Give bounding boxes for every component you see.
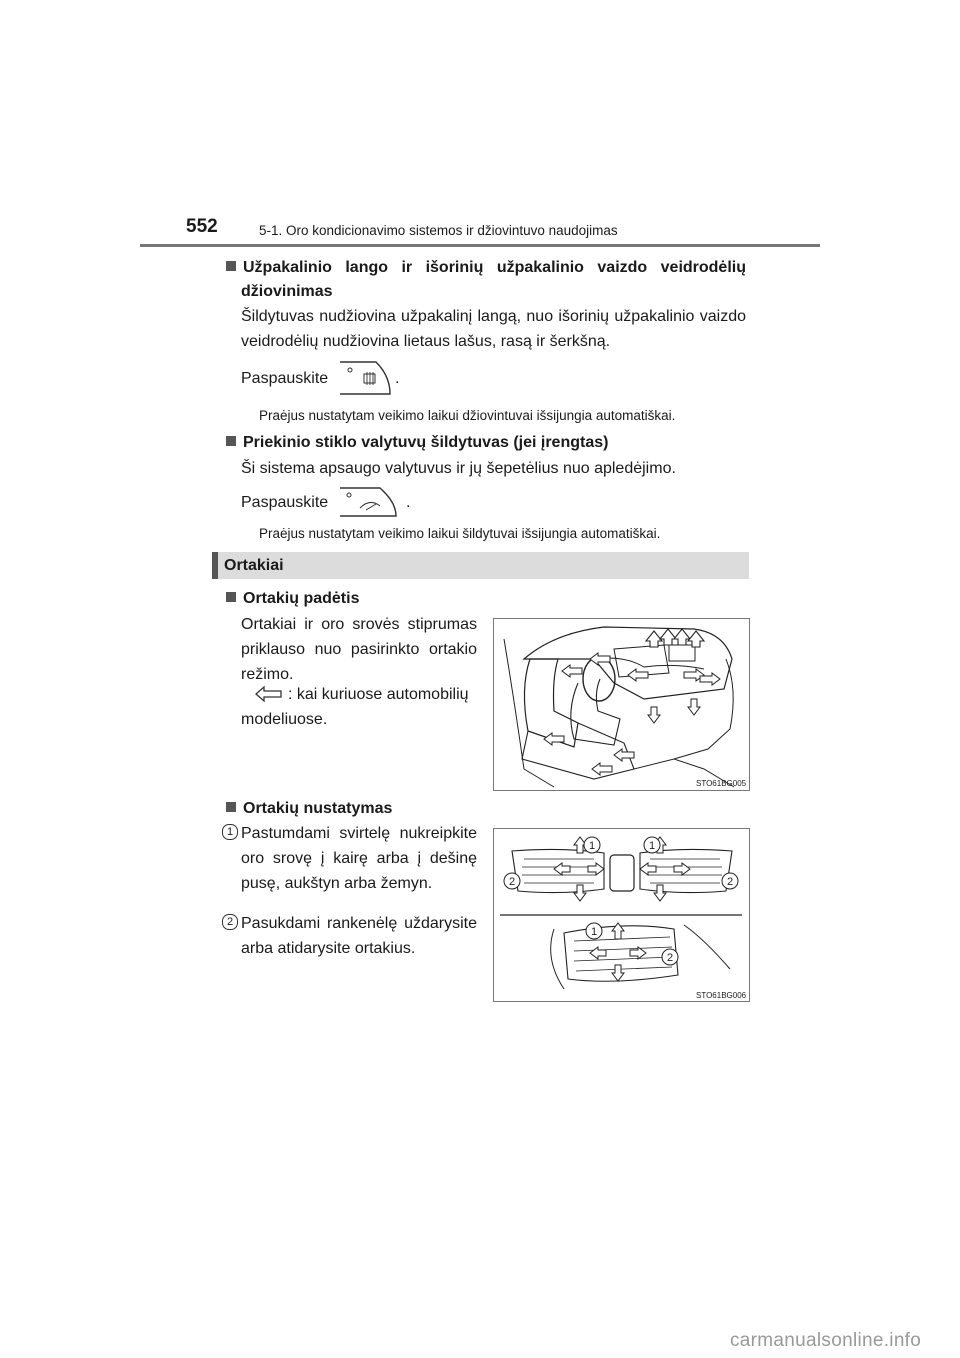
vent-location-figure bbox=[493, 618, 750, 791]
section-heading-wiper-deicer: Priekinio stiklo valytuvų šildytuvas (jei įrengtas) bbox=[226, 431, 608, 455]
header-rule bbox=[140, 244, 820, 247]
callout-label: 2 bbox=[666, 952, 674, 964]
vent-icon-note: : kai kuriuose automobilių bbox=[288, 686, 469, 703]
callout-label: 1 bbox=[590, 926, 598, 938]
bullet-square-icon bbox=[226, 802, 236, 812]
vent-icon-note-2: modeliuose. bbox=[241, 711, 328, 728]
vent-position-heading: Ortakių padėtis bbox=[226, 587, 359, 611]
callout-label: 1 bbox=[588, 840, 596, 852]
period: . bbox=[395, 370, 400, 387]
callout-label: 1 bbox=[648, 840, 656, 852]
callout-label: 2 bbox=[726, 876, 734, 888]
press-label: Paspauskite bbox=[241, 494, 329, 511]
section-title-ortakiai: Ortakiai bbox=[224, 557, 284, 574]
bullet-square-icon bbox=[226, 261, 236, 271]
vent-adjust-figure bbox=[493, 828, 750, 1002]
figure-code: STO61BG005 bbox=[696, 779, 747, 788]
wiper-deicer-paragraph: Ši sistema apsaugo valytuvus ir jų šepetėlius nuo apledėjimo. bbox=[241, 460, 676, 477]
optional-vent-arrow-icon bbox=[254, 684, 284, 709]
step-1-text: Pastumdami svirtelę nukreipkite oro srovę į kairę arba į dešinę pusę, aukštyn arba žemyn. bbox=[241, 825, 477, 892]
step-number: 2 bbox=[222, 914, 238, 930]
step-number: 1 bbox=[222, 824, 238, 840]
wiper-deicer-button-icon bbox=[336, 484, 400, 525]
press-label: Paspauskite bbox=[241, 370, 329, 387]
figure-code: STO61BG006 bbox=[696, 991, 747, 1000]
section-heading-rear-defogger-line2: džiovinimas bbox=[241, 283, 333, 300]
defogger-note: Praėjus nustatytam veikimo laikui džiovintuvai išsijungia automatiškai. bbox=[259, 408, 676, 423]
page-number: 552 bbox=[186, 216, 218, 237]
wiper-deicer-note: Praėjus nustatytam veikimo laikui šildytuvai išsijungia automatiškai. bbox=[259, 526, 661, 541]
period: . bbox=[406, 494, 411, 511]
section-heading-rear-defogger: Užpakalinio lango ir išorinių užpakalinio vaizdo veidrodėlių bbox=[226, 256, 746, 280]
vent-adjust-heading: Ortakių nustatymas bbox=[226, 797, 392, 821]
vent-position-paragraph: Ortakiai ir oro srovės stiprumas priklauso nuo pasirinkto ortakio režimo. bbox=[241, 616, 477, 683]
defogger-paragraph: Šildytuvas nudžiovina užpakalinį langą, nuo išorinių užpakalinio vaizdo veidrodėlių nudžiovina lietaus lašus, rasą ir šerkšną. bbox=[241, 308, 746, 350]
watermark-link[interactable]: carmanualsonline.info bbox=[730, 1330, 922, 1351]
callout-label: 2 bbox=[508, 876, 516, 888]
bullet-square-icon bbox=[226, 592, 236, 602]
section-bar bbox=[212, 552, 749, 579]
rear-defogger-button-icon bbox=[336, 358, 394, 403]
bullet-square-icon bbox=[226, 436, 236, 446]
step-2-text: Pasukdami rankenėlę uždarysite arba atidarysite ortakius. bbox=[241, 915, 477, 957]
header-title: 5-1. Oro kondicionavimo sistemos ir džiovintuvo naudojimas bbox=[259, 223, 618, 238]
